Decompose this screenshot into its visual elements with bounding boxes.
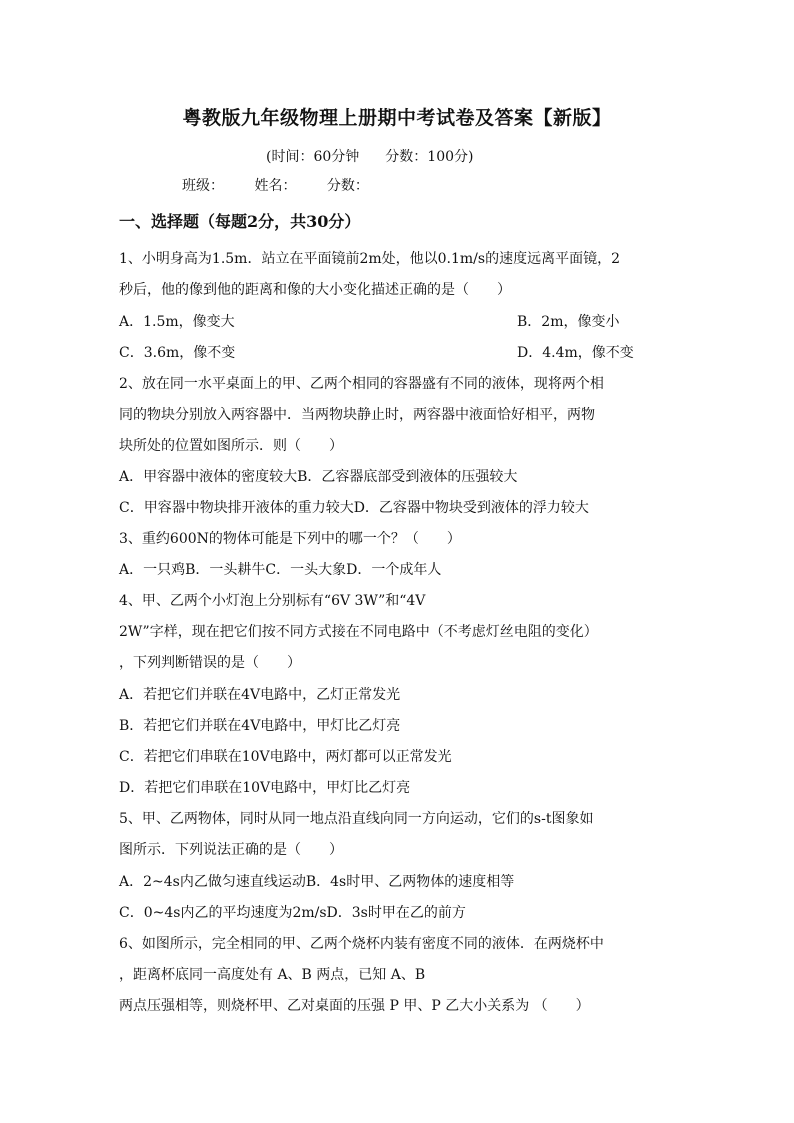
q4-line-2: 2W”字样，现在把它们按不同方式接在不同电路中（不考虑灯丝电阻的变化） bbox=[119, 624, 598, 640]
q2-options-cd: C．甲容器中物块排开液体的重力较大D．乙容器中物块受到液体的浮力较大 bbox=[119, 500, 589, 516]
page-title: 粤教版九年级物理上册期中考试卷及答案【新版】 bbox=[182, 107, 612, 129]
q1-line-1: 1、小明身高为1.5m．站立在平面镜前2m处，他以0.1m/s的速度远离平面镜，2 bbox=[119, 251, 620, 267]
q4-line-3: ，下列判断错误的是（ ） bbox=[119, 655, 301, 671]
q4-option-a: A．若把它们并联在4V电路中，乙灯正常发光 bbox=[119, 687, 401, 703]
q5-options-ab: A．2~4s内乙做匀速直线运动B．4s时甲、乙两物体的速度相等 bbox=[119, 874, 515, 890]
q1-option-d: D．4.4m，像不变 bbox=[517, 345, 634, 361]
q1-option-a: A．1.5m，像变大 bbox=[119, 314, 235, 330]
q1-options-row-1 bbox=[119, 311, 620, 331]
q4-option-c: C．若把它们串联在10V电路中，两灯都可以正常发光 bbox=[119, 749, 452, 765]
score-label: 分数： bbox=[326, 178, 369, 194]
q1-line-2: 秒后，他的像到他的距离和像的大小变化描述正确的是（ ） bbox=[119, 282, 511, 298]
exam-time-score bbox=[266, 146, 473, 166]
section-heading: 一、选择题（每题2分，共30分） bbox=[119, 212, 361, 231]
q1-options-row-2 bbox=[119, 342, 634, 362]
q4-option-d: D．若把它们串联在10V电路中，甲灯比乙灯亮 bbox=[119, 780, 411, 796]
q2-line-2: 同的物块分别放入两容器中．当两物块静止时，两容器中液面恰好相平，两物 bbox=[119, 407, 595, 423]
q2-options-ab: A．甲容器中液体的密度较大B．乙容器底部受到液体的压强较大 bbox=[119, 469, 518, 485]
q6-line-1: 6、如图所示，完全相同的甲、乙两个烧杯内装有密度不同的液体．在两烧杯中 bbox=[119, 936, 604, 952]
q4-line-1: 4、甲、乙两个小灯泡上分别标有“6V 3W”和“4V bbox=[119, 593, 426, 609]
q4-option-b: B．若把它们并联在4V电路中，甲灯比乙灯亮 bbox=[119, 718, 401, 734]
q3-options: A．一只鸡B．一头耕牛C．一头大象D．一个成年人 bbox=[119, 562, 442, 578]
q6-line-2: ，距离杯底同一高度处有 A、B 两点，已知 A、B bbox=[119, 967, 426, 983]
q2-line-1: 2、放在同一水平桌面上的甲、乙两个相同的容器盛有不同的液体，现将两个相 bbox=[119, 376, 604, 392]
q5-options-cd: C．0~4s内乙的平均速度为2m/sD．3s时甲在乙的前方 bbox=[119, 905, 466, 921]
q5-line-1: 5、甲、乙两物体，同时从同一地点沿直线向同一方向运动，它们的s-t图象如 bbox=[119, 811, 594, 827]
exam-total-score: 分数：100分) bbox=[385, 149, 474, 165]
exam-time: (时间：60分钟 bbox=[266, 149, 360, 165]
q5-line-2: 图所示．下列说法正确的是（ ） bbox=[119, 842, 343, 858]
q1-option-c: C．3.6m，像不变 bbox=[119, 345, 236, 361]
q1-option-b: B．2m，像变小 bbox=[517, 314, 620, 330]
q3-line-1: 3、重约600N的物体可能是下列中的哪一个？（ ） bbox=[119, 531, 461, 547]
name-label: 姓名： bbox=[254, 178, 297, 194]
student-info bbox=[182, 175, 369, 195]
q6-line-3: 两点压强相等，则烧杯甲、乙对桌面的压强 P 甲、P 乙大小关系为 （ ） bbox=[119, 998, 590, 1014]
class-label: 班级： bbox=[182, 178, 224, 194]
q2-line-3: 块所处的位置如图所示．则（ ） bbox=[119, 438, 343, 454]
